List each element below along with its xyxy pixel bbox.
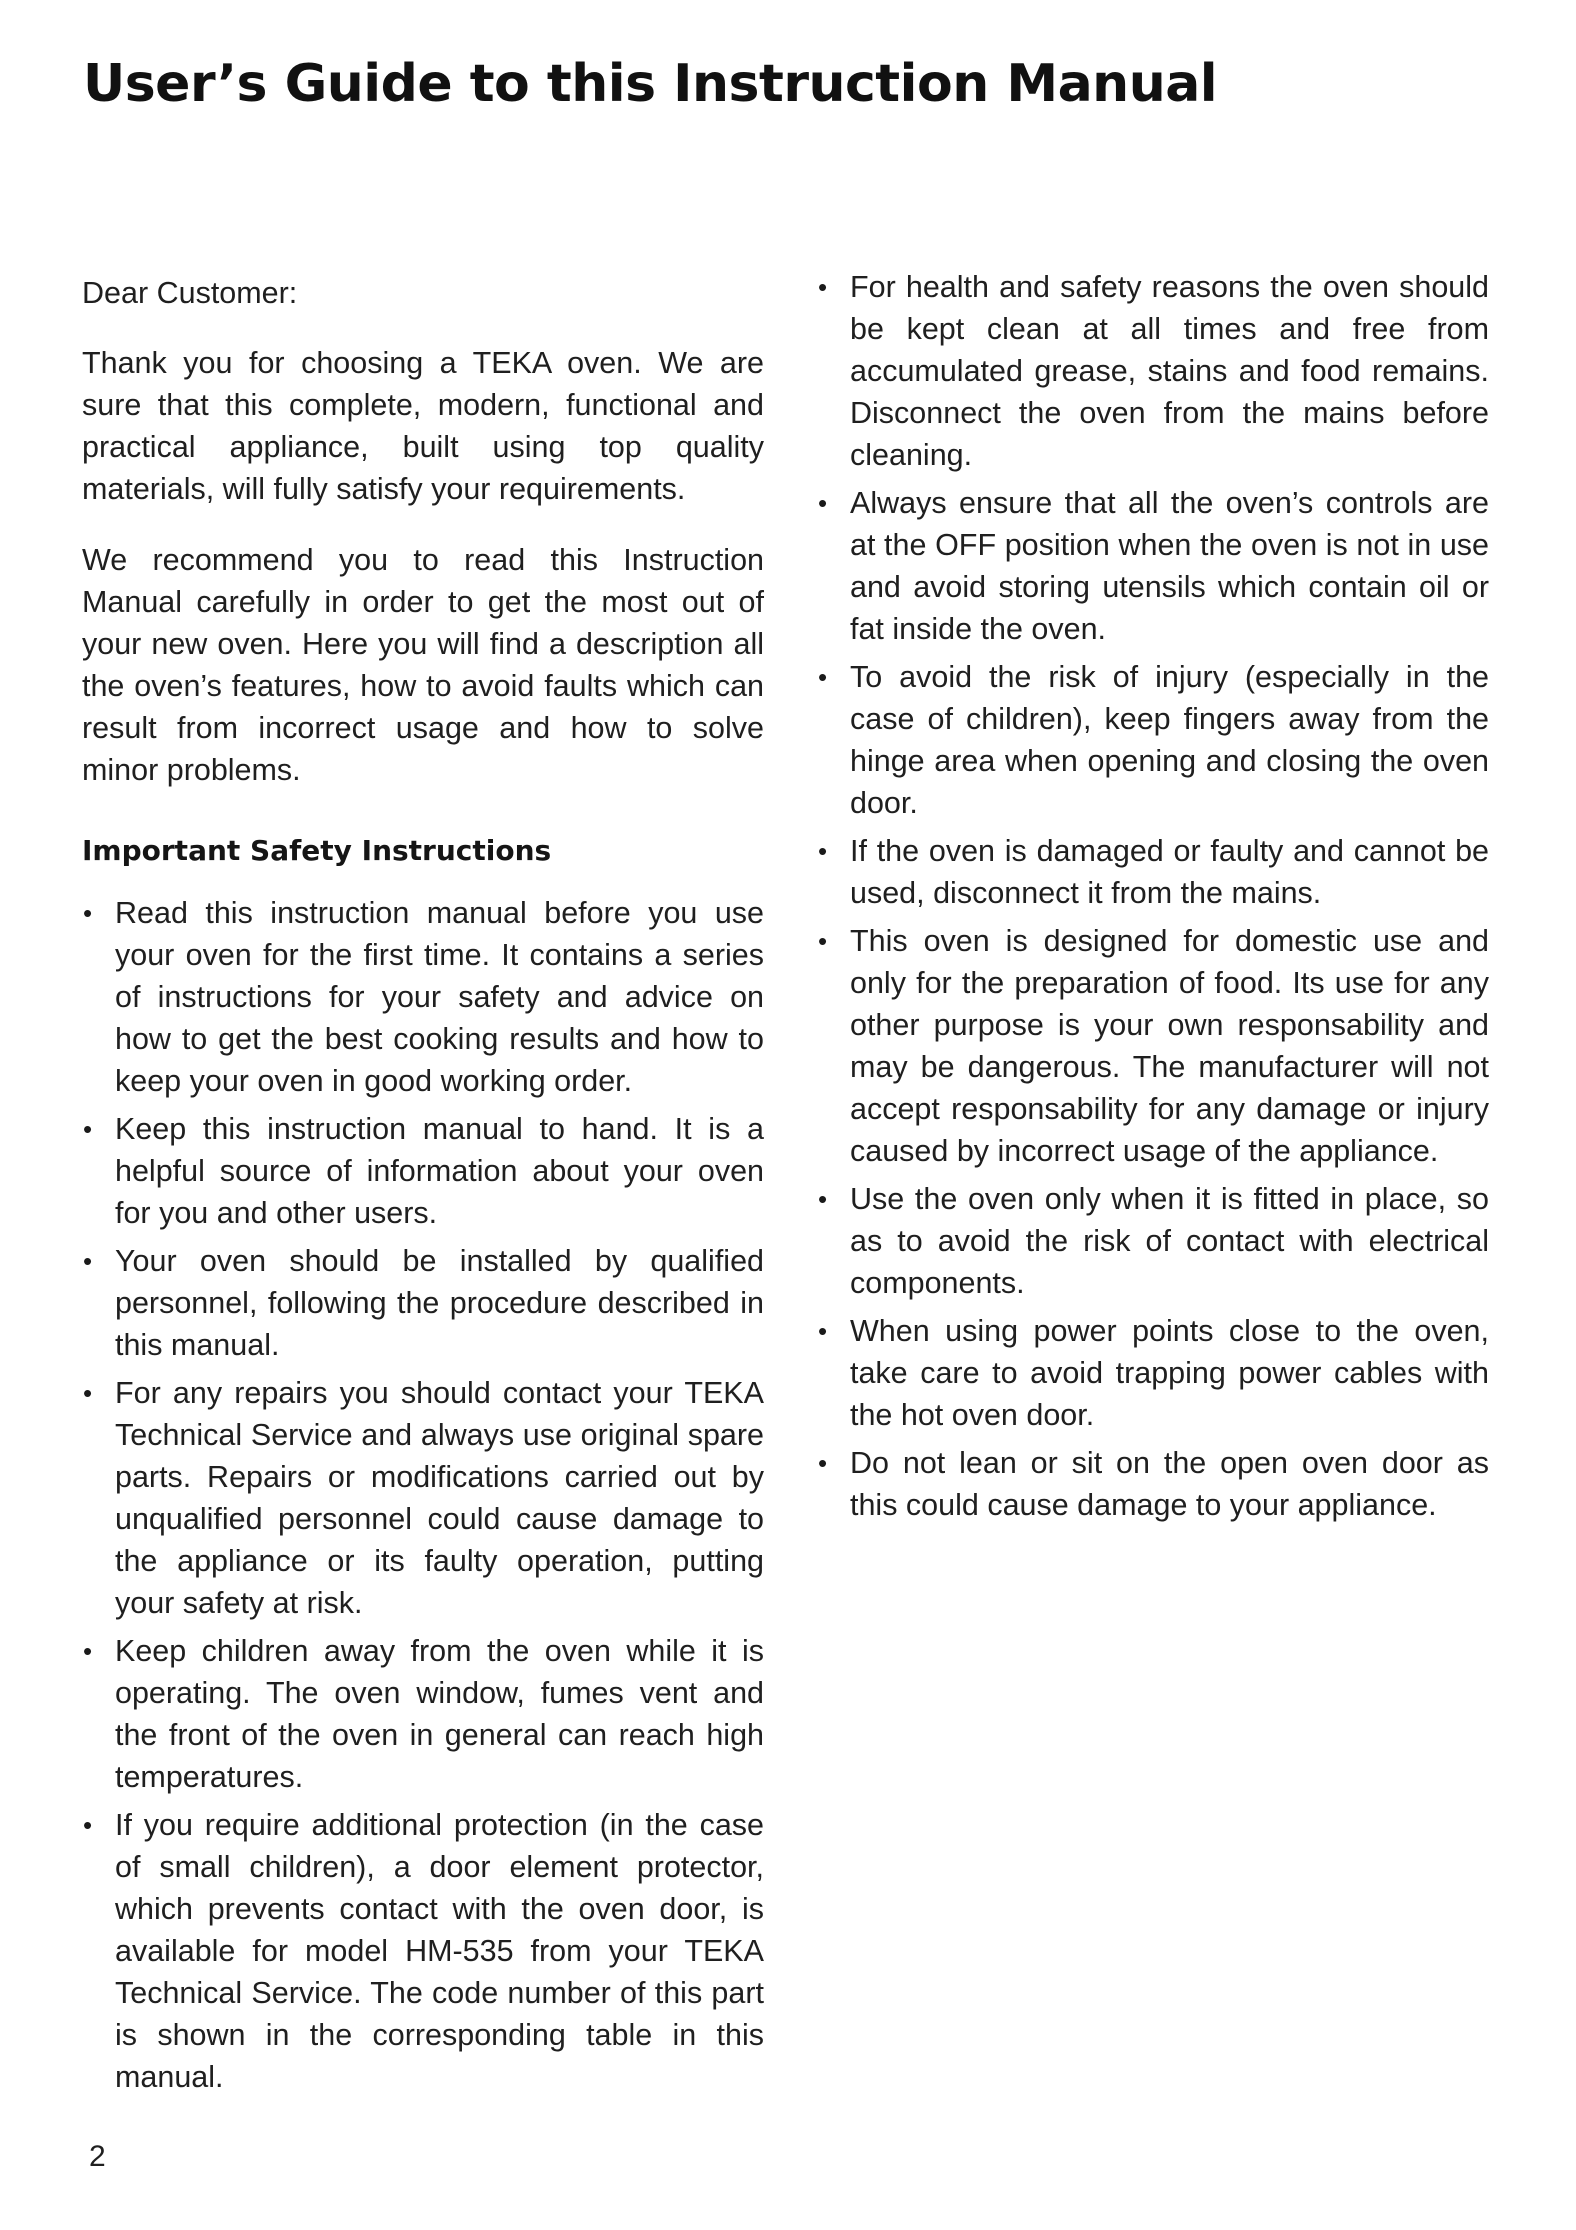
safety-item-text: This oven is designed for domestic use and only for the preparation of food. Its use for any other purpose is your own responsability and may be dangerous. The manufacturer will not accept responsability for any damage or injury caused by incorrect usage of the appliance.	[850, 924, 1489, 1168]
intro-paragraph: Thank you for choosing a TEKA oven. We are sure that this complete, modern, functional and practical appliance, built using top quality materials, will fully satisfy your requirements.	[82, 346, 764, 506]
safety-item-text: Use the oven only when it is fitted in place, so as to avoid the risk of contact with electrical components.	[850, 1182, 1489, 1300]
page-title: User’s Guide to this Instruction Manual	[83, 54, 1218, 114]
safety-item-text: Keep this instruction manual to hand. It is a helpful source of information about your oven for you and other users.	[115, 1112, 764, 1230]
safety-item	[82, 892, 764, 1102]
bullet-icon: •	[83, 1246, 93, 1276]
safety-item	[817, 1310, 1489, 1436]
safety-item	[817, 656, 1489, 824]
bullet-icon: •	[818, 836, 828, 866]
safety-item-text: Do not lean or sit on the open oven door as this could cause damage to your appliance.	[850, 1446, 1489, 1522]
bullet-icon: •	[83, 1114, 93, 1144]
bullet-icon: •	[83, 1810, 93, 1840]
safety-item	[817, 1178, 1489, 1304]
safety-item	[82, 1372, 764, 1624]
safety-item-text: Read this instruction manual before you use your oven for the first time. It contains a series of instructions for your safety and advice on how to get the best cooking results and how to keep your oven in good working order.	[115, 896, 764, 1098]
left-column	[82, 272, 764, 2104]
bullet-icon: •	[83, 1636, 93, 1666]
safety-item-text: For health and safety reasons the oven should be kept clean at all times and free from accumulated grease, stains and food remains. Disconnect the oven from the mains before cleaning.	[850, 270, 1489, 472]
safety-item-text: Your oven should be installed by qualified personnel, following the procedure described in this manual.	[115, 1244, 764, 1362]
safety-item	[817, 266, 1489, 476]
safety-item	[82, 1108, 764, 1234]
safety-item	[82, 1240, 764, 1366]
safety-item	[817, 830, 1489, 914]
safety-item	[817, 482, 1489, 650]
safety-list-right	[817, 266, 1489, 1526]
bullet-icon: •	[83, 1378, 93, 1408]
bullet-icon: •	[818, 1316, 828, 1346]
bullet-icon: •	[818, 1448, 828, 1478]
page-number: 2	[89, 2140, 106, 2173]
bullet-icon: •	[818, 272, 828, 302]
safety-item-text: If the oven is damaged or faulty and cannot be used, disconnect it from the mains.	[850, 834, 1489, 910]
safety-heading: Important Safety Instructions	[82, 834, 552, 867]
safety-item-text: Keep children away from the oven while it is operating. The oven window, fumes vent and the front of the oven in general can reach high temperatures.	[115, 1634, 764, 1794]
intro-paragraph: We recommend you to read this Instruction Manual carefully in order to get the most out of your new oven. Here you will find a description all the oven’s features, how to avoid faults which can result from incorrect usage and how to solve minor problems.	[82, 543, 764, 787]
safety-item	[817, 920, 1489, 1172]
bullet-icon: •	[818, 1184, 828, 1214]
safety-item-text: For any repairs you should contact your TEKA Technical Service and always use original spare parts. Repairs or modifications carried out by unqualified personnel could cause damage to the appliance or its faulty operation, putting your safety at risk.	[115, 1376, 764, 1620]
bullet-icon: •	[83, 898, 93, 928]
safety-list-left	[82, 892, 764, 2098]
bullet-icon: •	[818, 488, 828, 518]
safety-item-text: If you require additional protection (in the case of small children), a door element protector, which prevents contact with the oven door, is available for model HM-535 from your TEKA Technical Service. The code number of this part is shown in the corresponding table in this manual.	[115, 1808, 764, 2094]
bullet-icon: •	[818, 926, 828, 956]
safety-item-text: Always ensure that all the oven’s controls are at the OFF position when the oven is not in use and avoid storing utensils which contain oil or fat inside the oven.	[850, 486, 1489, 646]
safety-item	[82, 1804, 764, 2098]
safety-item	[817, 1442, 1489, 1526]
safety-item-text: When using power points close to the oven, take care to avoid trapping power cables with the hot oven door.	[850, 1314, 1489, 1432]
bullet-icon: •	[818, 662, 828, 692]
salutation: Dear Customer:	[82, 276, 298, 310]
right-column	[817, 266, 1489, 1532]
safety-item	[82, 1630, 764, 1798]
safety-item-text: To avoid the risk of injury (especially in the case of children), keep fingers away from the hinge area when opening and closing the oven door.	[850, 660, 1489, 820]
